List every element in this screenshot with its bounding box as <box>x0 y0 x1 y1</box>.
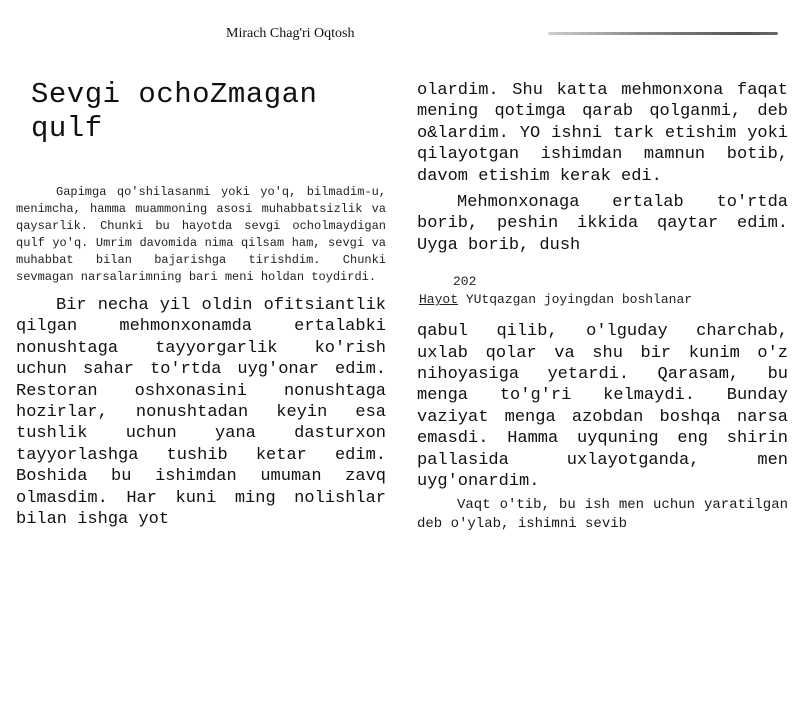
body-paragraph-2: Mehmonxonaga ertalab to'rtda borib, peshin ikkida qaytar edim. Uyga borib, dush <box>417 193 788 255</box>
right-column <box>417 80 788 534</box>
chapter-footer <box>419 292 788 307</box>
running-head-author: Mirach Chag'ri Oqtosh <box>226 26 355 41</box>
left-column <box>16 78 386 530</box>
intro-paragraph: Gapimga qo'shilasanmi yoki yo'q, bilmadim-u, menimcha, hamma muammoning asosi muhabbatsizlik va qaysarlik. Chunki bu hayotda sevgi ocholmaydigan qulf yo'q. Umrim davomida nima qilsam ham, sevgi va muhabbat bilan bajarishga tirishdim. Chunki sevmagan narsalarimning bari meni holdan toydirdi. <box>16 185 386 284</box>
body-paragraph-3: qabul qilib, o'lguday charchab, uxlab qolar va shu bir kunim o'z nihoyasiga yetardi. Qarasam, bu menga to'g'ri kelmaydi. Bunday vaziyat menga azobdan boshqa narsa emasdi. Hamma uyquning eng shirin pallasida uxlayotganda, men uyg'onardim. <box>417 322 788 492</box>
chapter-title-line-2: qulf <box>31 112 103 145</box>
body-paragraph-continued: olardim. Shu katta mehmonxona faqat mening qotimga qarab qolganmi, deb o&lardim. YO ishni tark etishim yoki qilayotgan ishimdan mamnun botib, davom etishim kerak edi. <box>417 81 788 186</box>
body-paragraph-4: Vaqt o'tib, bu ish men uchun yaratilgan deb o'ylab, ishimni sevib <box>417 496 788 532</box>
chapter-title <box>31 78 386 146</box>
page-number: 202 <box>453 274 477 290</box>
chapter-title-line-1: Sevgi ochoZmagan <box>31 78 318 111</box>
chapter-footer-underlined: Hayot <box>419 292 459 308</box>
body-paragraph-1: Bir necha yil oldin ofitsiantlik qilgan mehmonxonamda ertalabki nonushtaga tayyorgarlik ko'rish uchun sahar to'rtda uyg'onar edim. Restoran oshxonasini nonushtaga hozirlar, nonushtadan keyin esa tushlik uchun yana dasturxon tayyorlashga tushib ketar edim. Boshida bu ishimdan umuman zavq olmasdim. Har kuni ming nolishlar bilan ishga yot <box>16 296 386 530</box>
chapter-footer-text: YUtqazgan joyingdan boshlanar <box>458 292 693 308</box>
header-rule <box>548 32 778 35</box>
